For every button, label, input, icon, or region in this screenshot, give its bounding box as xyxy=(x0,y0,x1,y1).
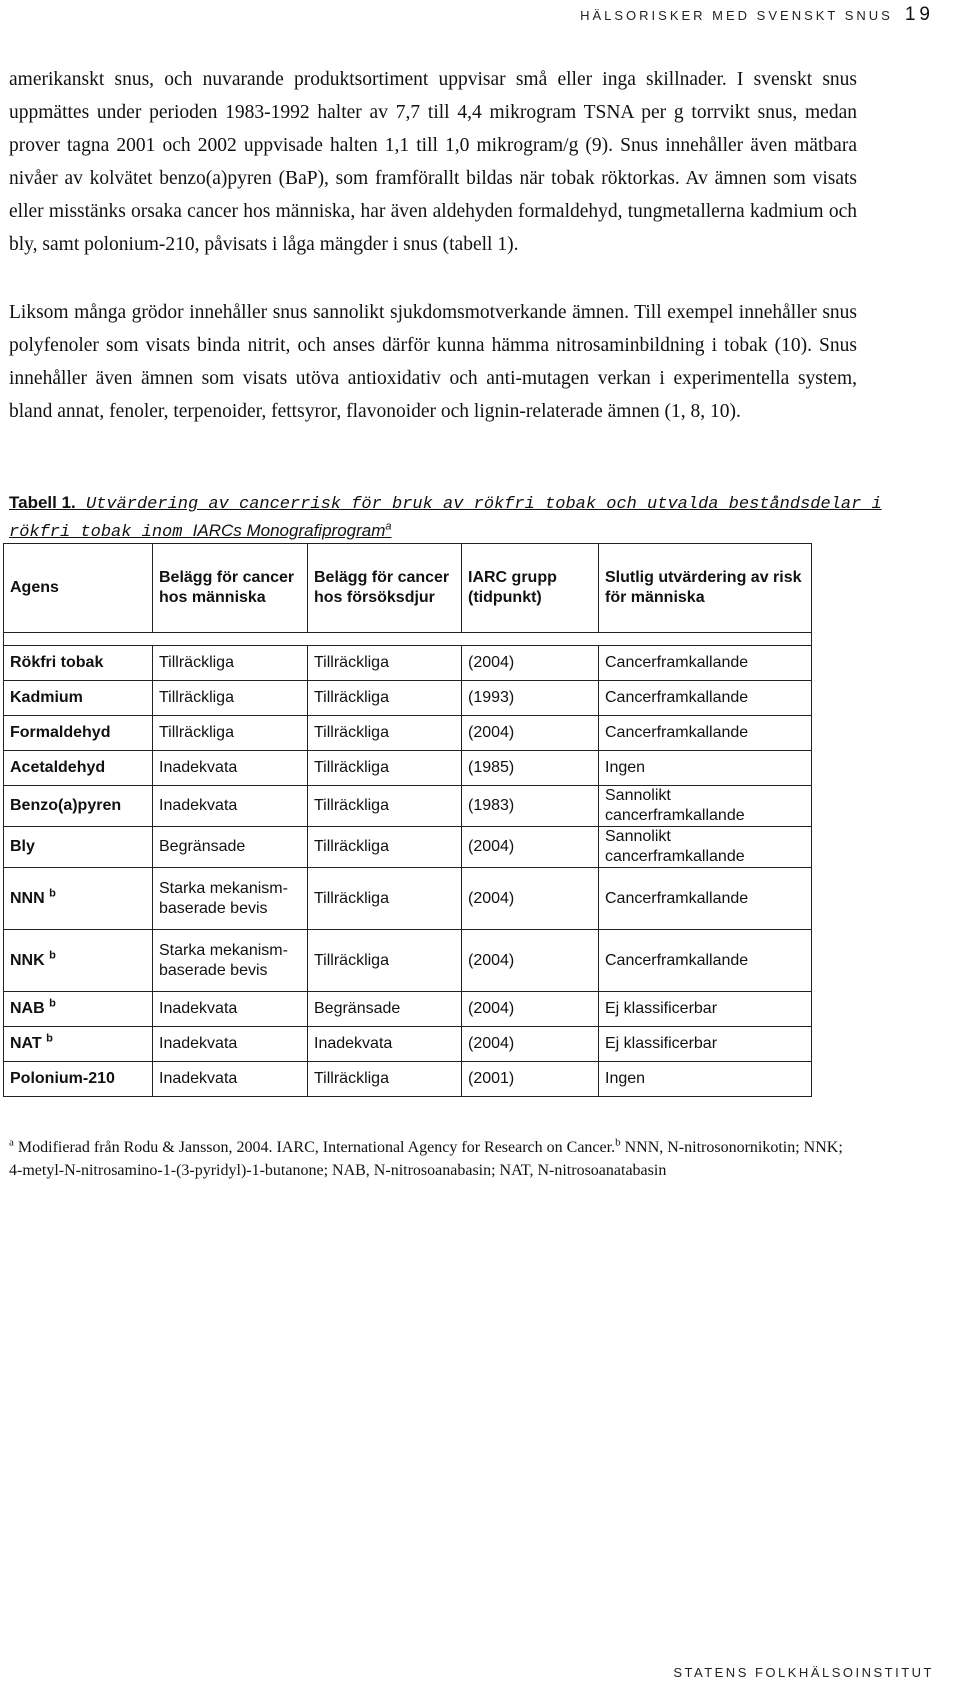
cell-final: Cancerframkallande xyxy=(599,646,812,681)
cell-animal: Tillräckliga xyxy=(308,646,462,681)
table-caption xyxy=(9,490,909,546)
cell-agent xyxy=(4,751,153,786)
col-header-agent: Agens xyxy=(4,544,153,633)
table-caption-program: IARCs Monografiprogram xyxy=(192,521,386,540)
agent-name: Kadmium xyxy=(10,689,83,706)
cell-human: Starka mekanism-baserade bevis xyxy=(153,930,308,992)
table-caption-sup: a xyxy=(385,520,392,533)
agent-name: Polonium-210 xyxy=(10,1070,115,1087)
table-footnote xyxy=(9,1136,859,1182)
col-header-animal: Belägg för cancer hos försöksdjur xyxy=(308,544,462,633)
cell-final: Sannolikt cancerframkallande xyxy=(599,827,812,868)
agent-footnote-marker: b xyxy=(46,1032,53,1045)
agent-name: Benzo(a)pyren xyxy=(10,797,122,814)
cell-iarc-group: (2004) xyxy=(462,930,599,992)
agent-footnote-marker: b xyxy=(49,887,56,900)
table-row xyxy=(4,646,812,681)
agent-name: Acetaldehyd xyxy=(10,759,106,776)
cell-iarc-group: (2004) xyxy=(462,1027,599,1062)
body-paragraph-2: Liksom många grödor innehåller snus sannolikt sjukdomsmotverkande ämnen. Till exempel innehåller snus polyfenoler som visats binda nitrit, och anses därför kunna hämma nitrosaminbildning i tobak (10). Snus innehåller även ämnen som visats utöva antioxidativ och anti-mutagen verkan i experimentella system, bland annat, fenoler, terpenoider, fettsyror, flavonoider och lignin-relaterade ämnen (1, 8, 10). xyxy=(9,302,857,422)
cell-iarc-group: (1985) xyxy=(462,751,599,786)
cell-final: Ingen xyxy=(599,751,812,786)
agent-name: NNN xyxy=(10,889,45,907)
cell-agent xyxy=(4,786,153,827)
cell-human: Tillräckliga xyxy=(153,646,308,681)
cell-agent xyxy=(4,716,153,751)
cell-iarc-group: (2001) xyxy=(462,1062,599,1097)
table-row xyxy=(4,681,812,716)
table-caption-text: Utvärdering av cancerrisk för bruk av rökfri tobak och utvalda beståndsdelar i rökfri tobak inom xyxy=(9,495,882,542)
cell-animal: Tillräckliga xyxy=(308,751,462,786)
cell-final: Cancerframkallande xyxy=(599,930,812,992)
table-row xyxy=(4,1062,812,1097)
cell-iarc-group: (2004) xyxy=(462,992,599,1027)
footnote-text-a: Modifierad från Rodu & Jansson, 2004. IARC, International Agency for Research on Cancer. xyxy=(13,1139,616,1156)
cell-animal: Tillräckliga xyxy=(308,868,462,930)
table-row xyxy=(4,992,812,1027)
col-header-final: Slutlig utvärdering av risk för människa xyxy=(599,544,812,633)
agent-name: NAT xyxy=(10,1035,42,1052)
table-label: Tabell 1. xyxy=(9,493,76,512)
page-footer: STATENS FOLKHÄLSOINSTITUT xyxy=(673,1665,934,1680)
cell-animal: Tillräckliga xyxy=(308,827,462,868)
cell-agent xyxy=(4,646,153,681)
table-row xyxy=(4,930,812,992)
cell-animal: Tillräckliga xyxy=(308,716,462,751)
cell-animal: Tillräckliga xyxy=(308,930,462,992)
cell-animal: Tillräckliga xyxy=(308,1062,462,1097)
agent-footnote-marker: b xyxy=(49,997,56,1010)
cell-iarc-group: (2004) xyxy=(462,716,599,751)
cell-human: Inadekvata xyxy=(153,786,308,827)
cell-human: Inadekvata xyxy=(153,1062,308,1097)
cell-iarc-group: (2004) xyxy=(462,646,599,681)
page-number: 19 xyxy=(904,4,934,25)
agent-name: Rökfri tobak xyxy=(10,654,104,671)
agent-name: NNK xyxy=(10,951,45,969)
cell-agent xyxy=(4,1062,153,1097)
cell-final: Cancerframkallande xyxy=(599,681,812,716)
footnote-text-b: NNN, N-nitrosonornikotin; NNK; 4-metyl-N-nitrosamino-1-(3-pyridyl)-1-butanone; NAB, N-nitrosoanabasin; NAT, N-nitrosoanatabasin xyxy=(9,1139,843,1179)
col-header-human: Belägg för cancer hos människa xyxy=(153,544,308,633)
cell-iarc-group: (2004) xyxy=(462,827,599,868)
cell-iarc-group: (1983) xyxy=(462,786,599,827)
agent-name: Formaldehyd xyxy=(10,724,111,741)
cell-agent xyxy=(4,681,153,716)
col-header-iarc-group: IARC grupp (tidpunkt) xyxy=(462,544,599,633)
agent-name: NAB xyxy=(10,1000,45,1017)
cell-agent xyxy=(4,992,153,1027)
cell-final: Ingen xyxy=(599,1062,812,1097)
cell-human: Begränsade xyxy=(153,827,308,868)
running-head: HÄLSORISKER MED SVENSKT SNUS xyxy=(580,8,893,23)
cell-final: Ej klassificerbar xyxy=(599,1027,812,1062)
cell-final: Cancerframkallande xyxy=(599,716,812,751)
footnote-sup-a: a xyxy=(9,1136,14,1149)
agent-footnote-marker: b xyxy=(49,949,56,962)
table-row xyxy=(4,751,812,786)
cell-human: Inadekvata xyxy=(153,1027,308,1062)
cell-animal: Tillräckliga xyxy=(308,681,462,716)
cell-iarc-group: (2004) xyxy=(462,868,599,930)
cell-agent xyxy=(4,868,153,930)
cell-agent xyxy=(4,930,153,992)
cell-final: Ej klassificerbar xyxy=(599,992,812,1027)
cell-animal: Begränsade xyxy=(308,992,462,1027)
cell-human: Starka mekanism-baserade bevis xyxy=(153,868,308,930)
cell-human: Inadekvata xyxy=(153,751,308,786)
cell-animal: Inadekvata xyxy=(308,1027,462,1062)
cell-iarc-group: (1993) xyxy=(462,681,599,716)
table-row xyxy=(4,868,812,930)
table-row xyxy=(4,1027,812,1062)
body-paragraph-1: amerikanskt snus, och nuvarande produktsortiment uppvisar små eller inga skillnader. I svenskt snus uppmättes under perioden 1983-1992 halter av 7,7 till 4,4 mikrogram TSNA per g torrvikt snus, medan prover tagna 2001 och 2002 uppvisade halten 1,1 till 1,0 mikrogram/g (9). Snus innehåller även mätbara nivåer av kolvätet benzo(a)pyren (BaP), som framförallt bildas när tobak röktorkas. Av ämnen som visats eller misstänks orsaka cancer hos människa, har även aldehyden formaldehyd, tungmetallerna kadmium och bly, samt polonium-210, påvisats i låga mängder i snus (tabell 1). xyxy=(9,69,857,255)
table-row xyxy=(4,786,812,827)
agent-name: Bly xyxy=(10,838,35,855)
page-header xyxy=(580,4,934,26)
cell-final: Sannolikt cancerframkallande xyxy=(599,786,812,827)
table-body xyxy=(4,633,812,1097)
cell-human: Tillräckliga xyxy=(153,716,308,751)
cell-human: Tillräckliga xyxy=(153,681,308,716)
cell-final: Cancerframkallande xyxy=(599,868,812,930)
footnote-sup-b: b xyxy=(615,1136,621,1149)
iarc-table xyxy=(3,543,812,1097)
table-row xyxy=(4,827,812,868)
cell-agent xyxy=(4,827,153,868)
cell-human: Inadekvata xyxy=(153,992,308,1027)
table-row xyxy=(4,716,812,751)
table-header-row xyxy=(4,544,812,633)
cell-animal: Tillräckliga xyxy=(308,786,462,827)
cell-agent xyxy=(4,1027,153,1062)
